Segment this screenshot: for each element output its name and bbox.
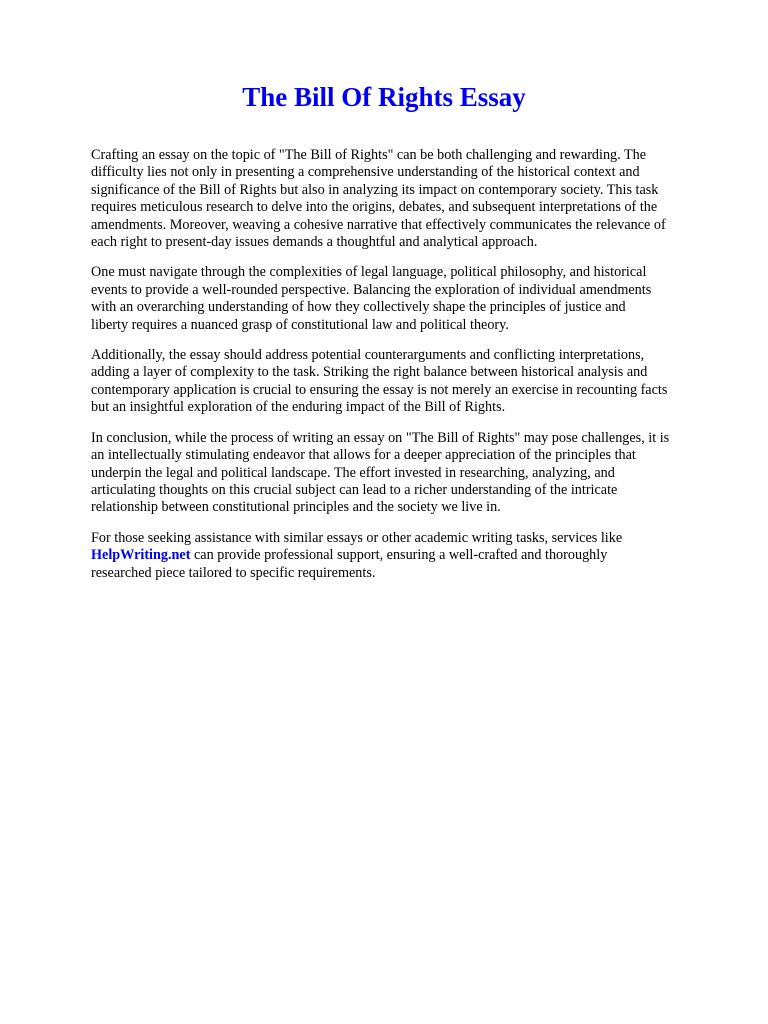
text-line: with an overarching understanding of how they collectively shape the principles of justice and <box>91 299 626 316</box>
essay-body <box>91 147 731 595</box>
helpwriting-link[interactable]: HelpWriting.net <box>91 547 191 564</box>
paragraph-2 <box>91 264 731 334</box>
text-line: relationship between constitutional principles and the society we live in. <box>91 499 501 516</box>
text-line: adding a layer of complexity to the task. Striking the right balance between historical analysis and <box>91 364 648 381</box>
text-line: For those seeking assistance with similar essays or other academic writing tasks, services like <box>91 529 623 546</box>
paragraph-closing <box>91 530 731 582</box>
text-line: significance of the Bill of Rights but also in analyzing its impact on contemporary society. This task <box>91 181 659 198</box>
text-line: In conclusion, while the process of writing an essay on "The Bill of Rights" may pose challenges, it is <box>91 429 670 446</box>
text-line: Crafting an essay on the topic of "The Bill of Rights" can be both challenging and rewarding. The <box>91 147 647 163</box>
text-line: events to provide a well-rounded perspective. Balancing the exploration of individual amendments <box>91 281 652 298</box>
paragraph-1 <box>91 147 731 251</box>
text-line: researched piece tailored to specific requirements. <box>91 564 376 581</box>
text-line: amendments. Moreover, weaving a cohesive narrative that effectively communicates the relevance of <box>91 216 666 233</box>
text-line: difficulty lies not only in presenting a comprehensive understanding of the historical context and <box>91 164 640 181</box>
text-line: Additionally, the essay should address potential counterarguments and conflicting interpretations, <box>91 347 645 364</box>
text-line: requires meticulous research to delve into the origins, debates, and subsequent interpretations of the <box>91 199 658 216</box>
text-line-with-link <box>91 547 731 564</box>
text-line: articulating thoughts on this crucial subject can lead to a richer understanding of the intricate <box>91 481 618 498</box>
paragraph-3 <box>91 347 731 417</box>
text-line: underpin the legal and political landscape. The effort invested in researching, analyzing, and <box>91 464 615 481</box>
text-line: but an insightful exploration of the enduring impact of the Bill of Rights. <box>91 399 506 416</box>
text-fragment: can provide professional support, ensuring a well-crafted and thoroughly <box>190 547 608 564</box>
text-line: an intellectually stimulating endeavor that allows for a deeper appreciation of the principles that <box>91 447 636 464</box>
text-line: contemporary application is crucial to ensuring the essay is not merely an exercise in recounting facts <box>91 381 668 398</box>
page-title: The Bill Of Rights Essay <box>242 82 526 112</box>
text-line: One must navigate through the complexities of legal language, political philosophy, and historical <box>91 264 647 281</box>
paragraph-4 <box>91 430 731 517</box>
text-line: liberty requires a nuanced grasp of constitutional law and political theory. <box>91 316 509 333</box>
text-line: each right to present-day issues demands a thoughtful and analytical approach. <box>91 234 538 251</box>
